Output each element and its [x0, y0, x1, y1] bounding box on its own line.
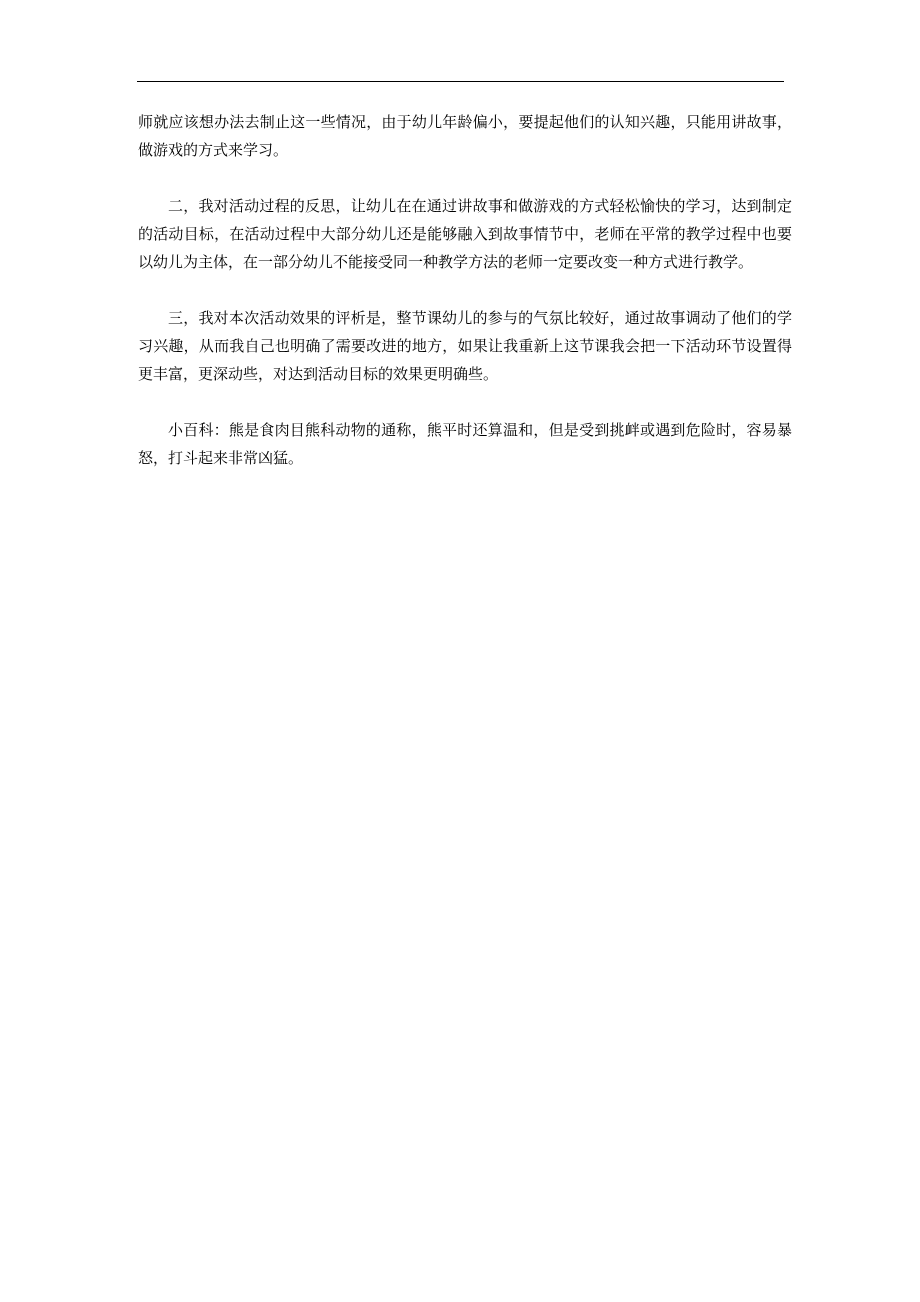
paragraph-encyclopedia-note: 小百科：熊是食肉目熊科动物的通称，熊平时还算温和，但是受到挑衅或遇到危险时，容易暴怒，打斗起来非常凶猛。	[138, 421, 792, 467]
paragraph-process-reflection: 二，我对活动过程的反思，让幼儿在在通过讲故事和做游戏的方式轻松愉快的学习，达到制定的活动目标，在活动过程中大部分幼儿还是能够融入到故事情节中，老师在平常的教学过程中也要以幼儿为主体，在一部分幼儿不能接受同一种教学方法的老师一定要改变一种方式进行教学。	[138, 197, 792, 271]
header-rule	[137, 81, 784, 82]
paragraph-continuation: 师就应该想办法去制止这一些情况，由于幼儿年龄偏小，要提起他们的认知兴趣，只能用讲故事，做游戏的方式来学习。	[138, 113, 792, 159]
document-body	[138, 108, 792, 500]
paragraph-effect-evaluation: 三，我对本次活动效果的评析是，整节课幼儿的参与的气氛比较好，通过故事调动了他们的学习兴趣，从而我自己也明确了需要改进的地方，如果让我重新上这节课我会把一下活动环节设置得更丰富，更深动些，对达到活动目标的效果更明确些。	[138, 309, 792, 383]
